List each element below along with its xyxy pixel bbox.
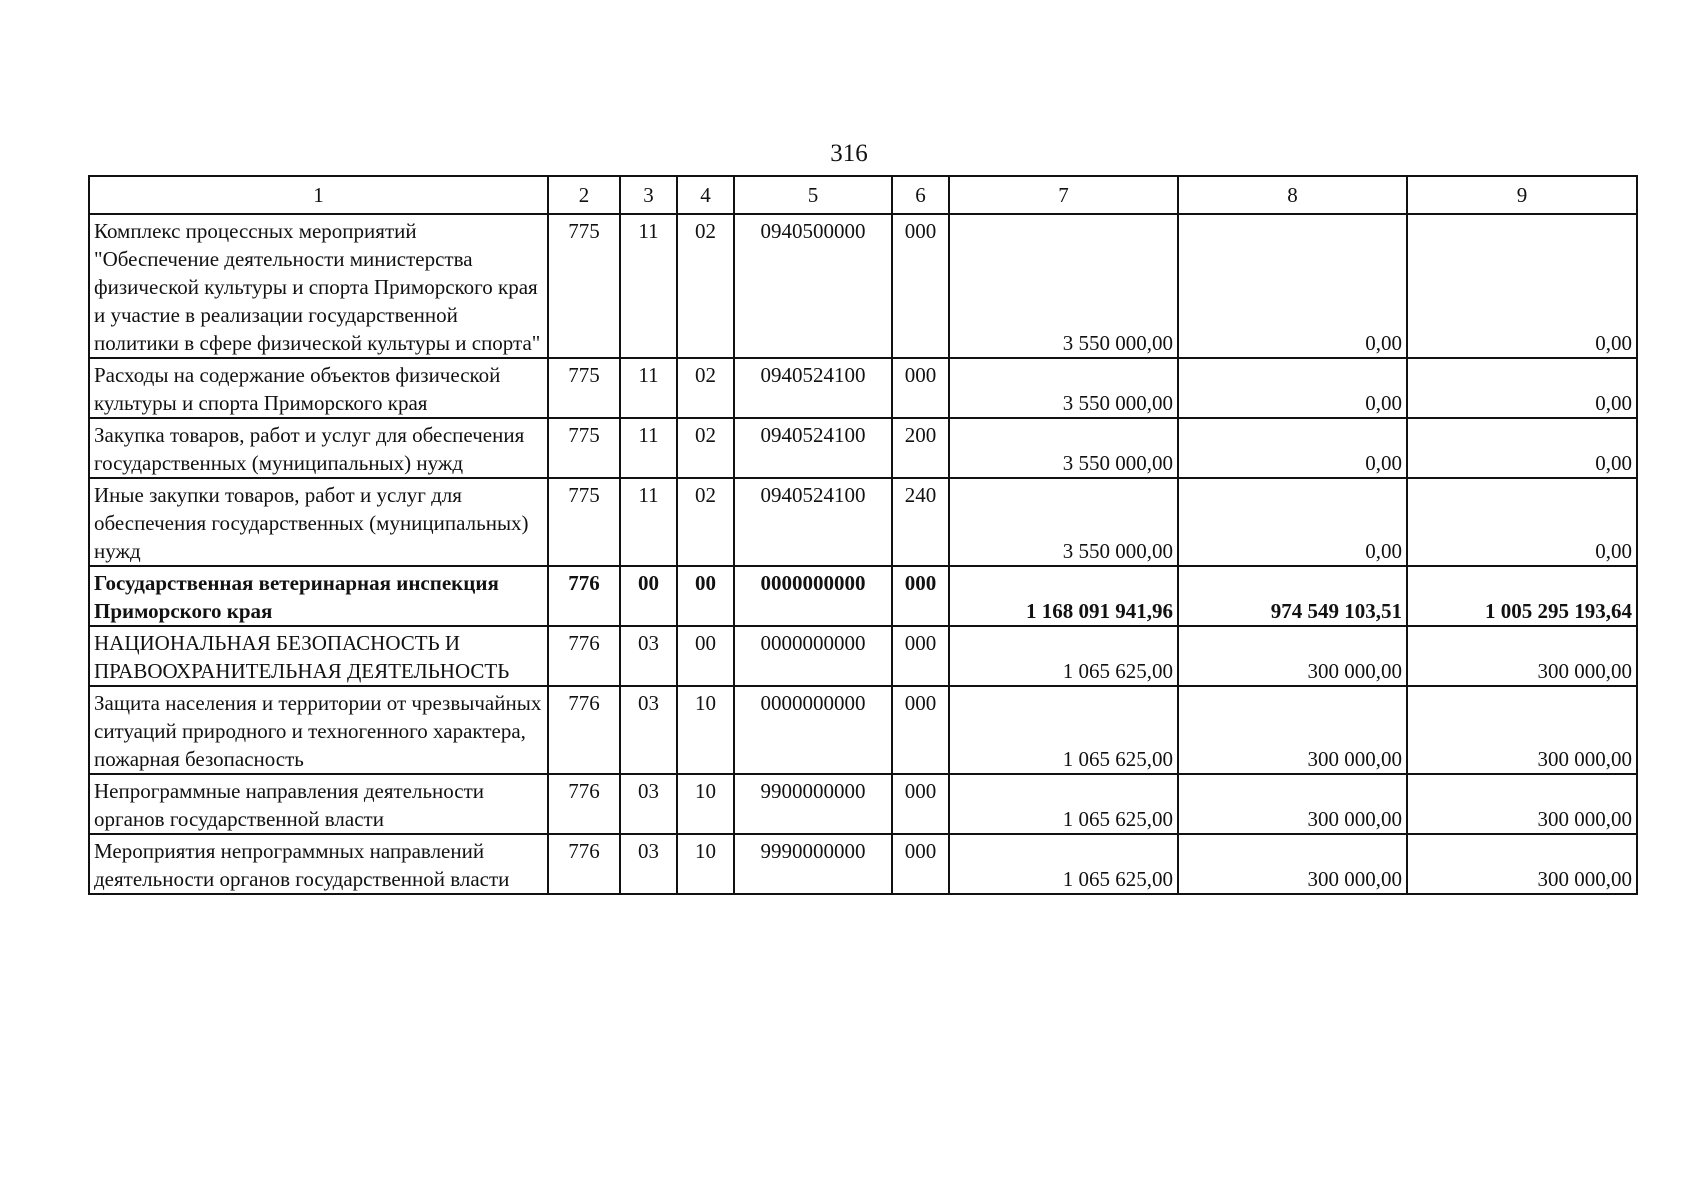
column-header: 7: [949, 176, 1178, 214]
row-amount-cell: 0,00: [1178, 418, 1407, 478]
row-code-cell: 02: [677, 418, 734, 478]
row-code-cell: 03: [620, 686, 677, 774]
row-code-cell: 02: [677, 478, 734, 566]
row-name-cell: Комплекс процессных мероприятий "Обеспечение деятельности министерства физической культуры и спорта Приморского края и участие в реализации государственной политики в сфере физической культуры и спорта": [89, 214, 548, 358]
row-code-cell: 11: [620, 214, 677, 358]
row-code-cell: 776: [548, 566, 620, 626]
row-code-cell: 0940500000: [734, 214, 892, 358]
row-amount-cell: 300 000,00: [1407, 626, 1637, 686]
row-amount-cell: 3 550 000,00: [949, 358, 1178, 418]
table-row: [89, 214, 1637, 358]
row-amount-cell: 0,00: [1407, 214, 1637, 358]
row-name-cell: Мероприятия непрограммных направлений деятельности органов государственной власти: [89, 834, 548, 894]
budget-table: [88, 175, 1638, 895]
table-row: [89, 566, 1637, 626]
column-header: 5: [734, 176, 892, 214]
row-name-cell: Иные закупки товаров, работ и услуг для обеспечения государственных (муниципальных) нужд: [89, 478, 548, 566]
row-code-cell: 10: [677, 686, 734, 774]
row-code-cell: 775: [548, 358, 620, 418]
column-header: 6: [892, 176, 949, 214]
row-name-cell: НАЦИОНАЛЬНАЯ БЕЗОПАСНОСТЬ И ПРАВООХРАНИТЕЛЬНАЯ ДЕЯТЕЛЬНОСТЬ: [89, 626, 548, 686]
row-amount-cell: 1 065 625,00: [949, 774, 1178, 834]
row-code-cell: 000: [892, 626, 949, 686]
column-header: 4: [677, 176, 734, 214]
row-code-cell: 0000000000: [734, 566, 892, 626]
row-code-cell: 000: [892, 774, 949, 834]
table-row: [89, 834, 1637, 894]
row-code-cell: 776: [548, 686, 620, 774]
row-amount-cell: 1 005 295 193,64: [1407, 566, 1637, 626]
row-amount-cell: 300 000,00: [1407, 834, 1637, 894]
row-amount-cell: 1 065 625,00: [949, 834, 1178, 894]
row-code-cell: 02: [677, 358, 734, 418]
table-row: [89, 626, 1637, 686]
row-name-cell: Закупка товаров, работ и услуг для обеспечения государственных (муниципальных) нужд: [89, 418, 548, 478]
column-header: 3: [620, 176, 677, 214]
row-code-cell: 0000000000: [734, 686, 892, 774]
row-code-cell: 10: [677, 774, 734, 834]
row-amount-cell: 0,00: [1407, 418, 1637, 478]
table-row: [89, 358, 1637, 418]
row-code-cell: 776: [548, 834, 620, 894]
row-code-cell: 775: [548, 418, 620, 478]
row-code-cell: 776: [548, 774, 620, 834]
row-code-cell: 00: [620, 566, 677, 626]
row-name-cell: Государственная ветеринарная инспекция Приморского края: [89, 566, 548, 626]
column-number-row: [89, 176, 1637, 214]
row-amount-cell: 0,00: [1407, 478, 1637, 566]
column-header: 1: [89, 176, 548, 214]
row-code-cell: 0940524100: [734, 358, 892, 418]
row-amount-cell: 300 000,00: [1178, 626, 1407, 686]
row-code-cell: 0000000000: [734, 626, 892, 686]
row-amount-cell: 300 000,00: [1407, 774, 1637, 834]
row-code-cell: 00: [677, 626, 734, 686]
table-row: [89, 686, 1637, 774]
row-amount-cell: 0,00: [1178, 358, 1407, 418]
table-row: [89, 774, 1637, 834]
table-body: [89, 214, 1637, 894]
row-code-cell: 000: [892, 214, 949, 358]
row-code-cell: 03: [620, 834, 677, 894]
row-amount-cell: 1 168 091 941,96: [949, 566, 1178, 626]
row-code-cell: 0940524100: [734, 478, 892, 566]
row-amount-cell: 300 000,00: [1407, 686, 1637, 774]
table-row: [89, 418, 1637, 478]
table-row: [89, 478, 1637, 566]
row-code-cell: 9900000000: [734, 774, 892, 834]
row-name-cell: Расходы на содержание объектов физической культуры и спорта Приморского края: [89, 358, 548, 418]
row-code-cell: 000: [892, 358, 949, 418]
column-header: 9: [1407, 176, 1637, 214]
row-amount-cell: 3 550 000,00: [949, 478, 1178, 566]
row-name-cell: Непрограммные направления деятельности органов государственной власти: [89, 774, 548, 834]
row-amount-cell: 1 065 625,00: [949, 686, 1178, 774]
row-amount-cell: 0,00: [1178, 478, 1407, 566]
row-amount-cell: 3 550 000,00: [949, 418, 1178, 478]
row-name-cell: Защита населения и территории от чрезвычайных ситуаций природного и техногенного характера, пожарная безопасность: [89, 686, 548, 774]
row-code-cell: 775: [548, 478, 620, 566]
row-code-cell: 0940524100: [734, 418, 892, 478]
row-code-cell: 776: [548, 626, 620, 686]
row-amount-cell: 300 000,00: [1178, 834, 1407, 894]
row-code-cell: 00: [677, 566, 734, 626]
row-amount-cell: 300 000,00: [1178, 774, 1407, 834]
row-code-cell: 11: [620, 358, 677, 418]
row-code-cell: 775: [548, 214, 620, 358]
row-code-cell: 000: [892, 834, 949, 894]
row-amount-cell: 0,00: [1178, 214, 1407, 358]
column-header: 2: [548, 176, 620, 214]
row-code-cell: 000: [892, 686, 949, 774]
row-code-cell: 02: [677, 214, 734, 358]
row-code-cell: 240: [892, 478, 949, 566]
row-code-cell: 10: [677, 834, 734, 894]
row-amount-cell: 3 550 000,00: [949, 214, 1178, 358]
row-code-cell: 03: [620, 626, 677, 686]
row-code-cell: 11: [620, 478, 677, 566]
row-amount-cell: 974 549 103,51: [1178, 566, 1407, 626]
row-code-cell: 200: [892, 418, 949, 478]
row-amount-cell: 0,00: [1407, 358, 1637, 418]
row-code-cell: 11: [620, 418, 677, 478]
row-code-cell: 9990000000: [734, 834, 892, 894]
row-code-cell: 000: [892, 566, 949, 626]
row-amount-cell: 1 065 625,00: [949, 626, 1178, 686]
column-header: 8: [1178, 176, 1407, 214]
page-number: 316: [830, 140, 868, 167]
row-amount-cell: 300 000,00: [1178, 686, 1407, 774]
row-code-cell: 03: [620, 774, 677, 834]
